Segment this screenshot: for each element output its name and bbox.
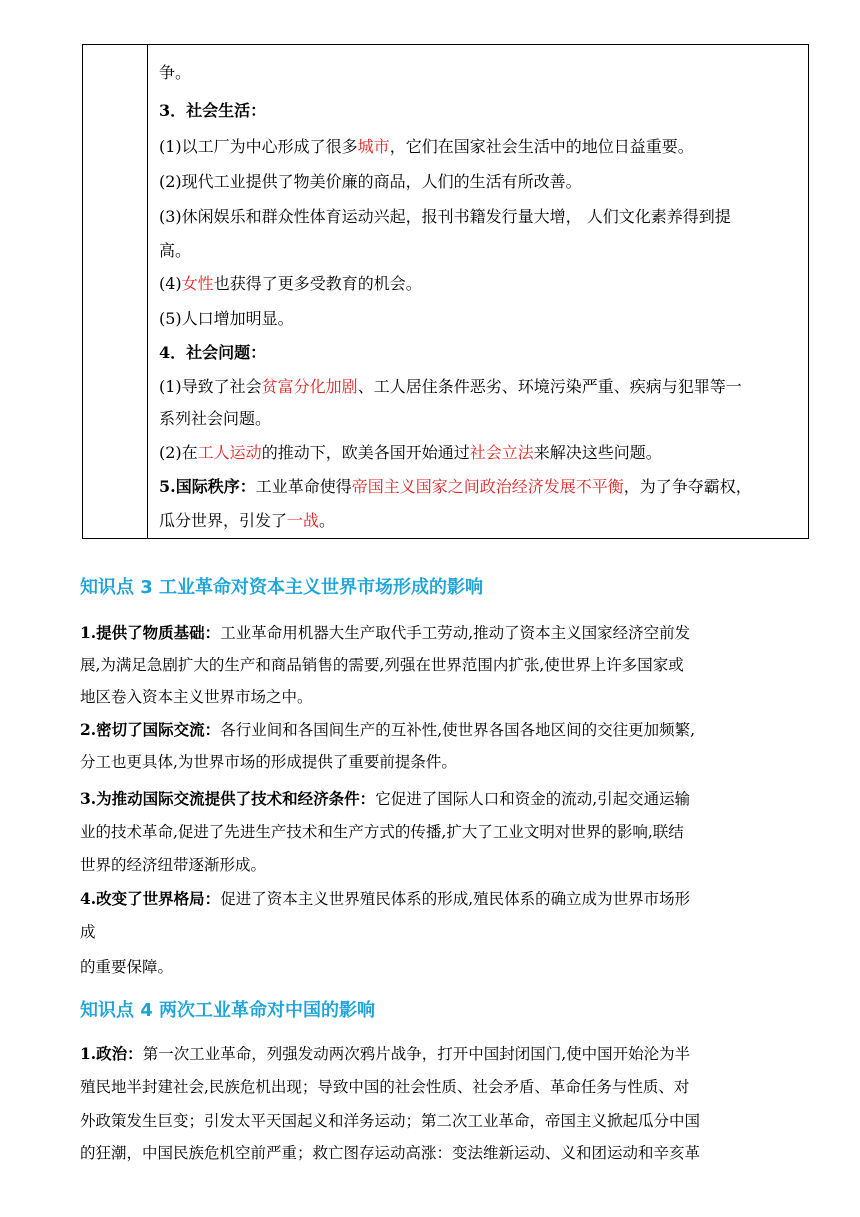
kp3-p4-line1: 4.改变了世界格局：促进了资本主义世界殖民体系的形成,殖民体系的确立成为世界市场形 [80, 889, 691, 908]
kp3-p3-line3: 世界的经济纽带逐渐形成。 [80, 856, 267, 874]
table-column-divider [147, 45, 148, 538]
kp3-p1-line1: 1.提供了物质基础：工业革命用机器大生产取代手工劳动,推动了资本主义国家经济空前发 [80, 623, 691, 642]
kp4-p1-line3: 外政策发生巨变；引发太平天国起义和洋务运动；第二次工业革命，帝国主义掀起瓜分中国 [80, 1112, 701, 1130]
section-social-problems-heading: 4．社会问题： [159, 343, 267, 362]
social-problems-item-2: (2)在工人运动的推动下，欧美各国开始通过社会立法来解决这些问题。 [159, 443, 662, 462]
kp3-p1-line3: 地区卷入资本主义世界市场之中。 [80, 688, 313, 706]
kp4-heading: 知识点 4 两次工业革命对中国的影响 [80, 1000, 376, 1021]
section-social-life-heading: 3．社会生活： [159, 101, 267, 120]
international-order-line-cont: 瓜分世界，引发了一战。 [159, 511, 336, 530]
international-order-heading: 5.国际秩序： [159, 477, 256, 496]
social-life-item-3-cont: 高。 [159, 241, 192, 260]
kp4-p1-line1: 1.政治：第一次工业革命，列强发动两次鸦片战争，打开中国封闭国门,使中国开始沦为半 [80, 1044, 691, 1063]
social-life-item-4: (4)女性也获得了更多受教育的机会。 [159, 274, 422, 293]
international-order-line: 5.国际秩序：工业革命使得帝国主义国家之间政治经济发展不平衡，为了争夺霸权， [159, 477, 752, 496]
kp3-p2-line2: 分工也更具体,为世界市场的形成提供了重要前提条件。 [80, 753, 457, 771]
social-problems-item-1-cont: 系列社会问题。 [159, 409, 272, 428]
social-life-item-1: (1)以工厂为中心形成了很多城市，它们在国家社会生活中的地位日益重要。 [159, 137, 694, 156]
social-life-item-5: (5)人口增加明显。 [159, 309, 294, 328]
kp3-p3-line2: 业的技术革命,促进了先进生产技术和生产方式的传播,扩大了工业文明对世界的影响,联结 [80, 823, 684, 841]
line-continuation: 争。 [159, 63, 192, 82]
kp3-p1-line2: 展,为满足急剧扩大的生产和商品销售的需要,列强在世界范围内扩张,使世界上许多国家或 [80, 656, 684, 674]
kp4-p1-line4: 的狂潮，中国民族危机空前严重；救亡图存运动高涨：变法维新运动、义和团运动和辛亥革 [80, 1144, 701, 1162]
social-life-item-3: (3)休闲娱乐和群众性体育运动兴起，报刊书籍发行量大增， 人们文化素养得到提 [159, 207, 731, 226]
kp3-p4-line2: 成 [80, 923, 96, 941]
social-problems-item-1: (1)导致了社会贫富分化加剧、工人居住条件恶劣、环境污染严重、疾病与犯罪等一 [159, 377, 742, 396]
kp3-p2-line1: 2.密切了国际交流：各行业间和各国间生产的互补性,使世界各国各地区间的交往更加频繁, [80, 720, 696, 739]
kp3-p4-line3: 的重要保障。 [80, 958, 174, 976]
kp3-p3-line1: 3.为推动国际交流提供了技术和经济条件：它促进了国际人口和资金的流动,引起交通运输 [80, 789, 691, 808]
social-life-item-2: (2)现代工业提供了物美价廉的商品，人们的生活有所改善。 [159, 172, 582, 191]
kp3-heading: 知识点 3 工业革命对资本主义世界市场形成的影响 [80, 577, 484, 598]
kp4-p1-line2: 殖民地半封建社会,民族危机出现；导致中国的社会性质、社会矛盾、革命任务与性质、对 [80, 1078, 690, 1096]
content-table [82, 44, 809, 539]
